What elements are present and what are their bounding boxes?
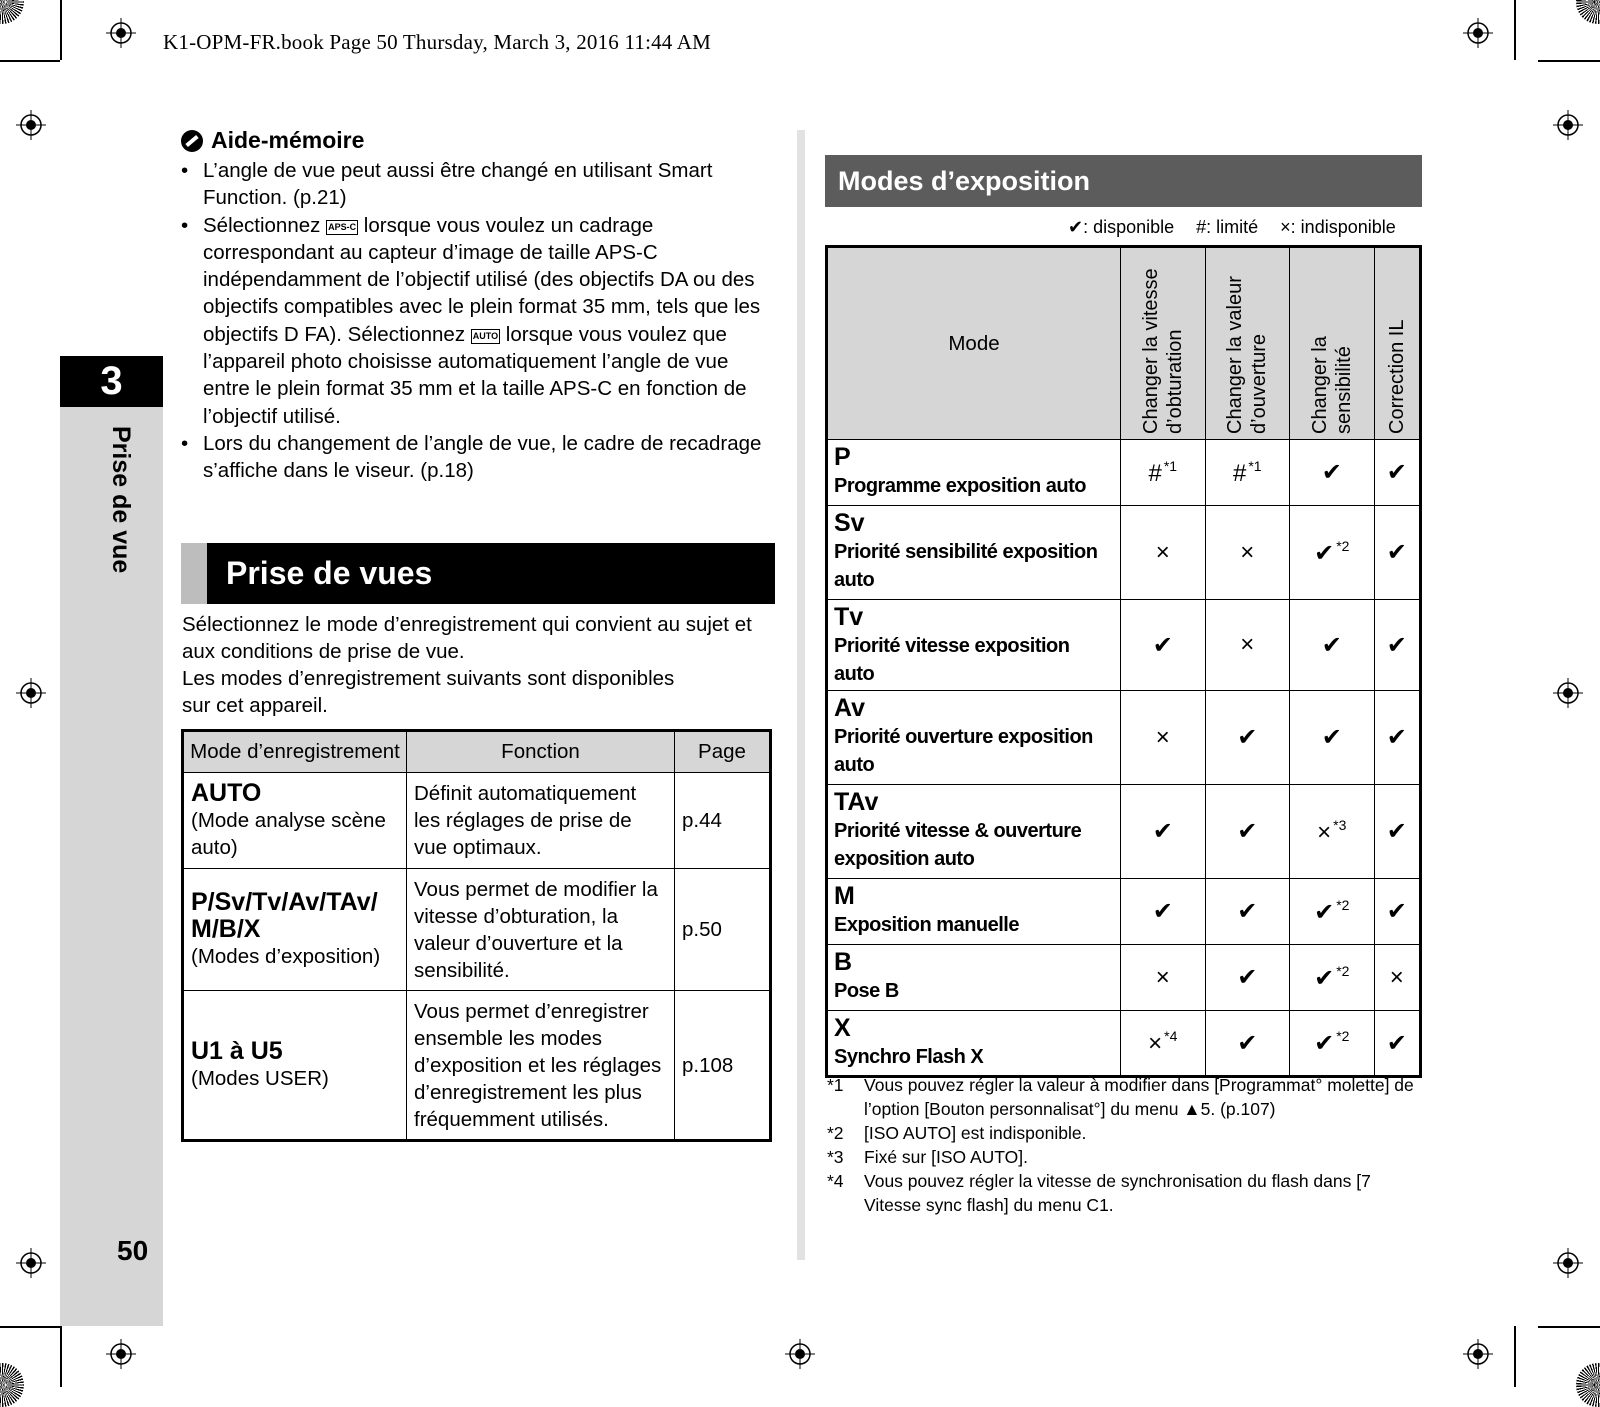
availability-cell: [1121, 879, 1206, 945]
column-divider: [797, 130, 805, 1260]
mode-cell: [183, 991, 407, 1141]
function-cell: Vous permet de modifier la vitesse d’obturation, la valeur d’ouverture et la sensibilité.: [407, 869, 675, 991]
exposure-modes-table: [825, 245, 1422, 1078]
availability-cell: [1205, 691, 1290, 785]
section-title-shooting: Prise de vues: [226, 555, 433, 591]
crop-mark: [0, 1326, 60, 1328]
mode-cell: [827, 879, 1121, 945]
auto-crop-icon: AUTO: [471, 329, 500, 344]
starburst-mark: [0, 0, 24, 24]
mode-symbol: AUTO: [191, 779, 262, 807]
table-header: Mode: [827, 247, 1121, 440]
memo-heading: [181, 127, 364, 154]
print-info-header: K1-OPM-FR.book Page 50 Thursday, March 3, 2016 11:44 AM: [163, 30, 712, 54]
memo-bullet: • L’angle de vue peut aussi être changé en utilisant Smart Function. (p.21): [178, 157, 778, 212]
mode-cell: [827, 1011, 1121, 1077]
availability-mark: ×: [1240, 538, 1255, 566]
table-row: [827, 1011, 1421, 1077]
availability-cell: [1205, 1011, 1290, 1077]
mode-name: Priorité vitesse & ouverture exposition auto: [834, 820, 1082, 870]
availability-mark: ✔: [1237, 724, 1258, 751]
availability-cell: [1205, 879, 1290, 945]
mode-name: Priorité vitesse exposition auto: [834, 635, 1070, 685]
availability-mark: ✔: [1386, 724, 1407, 751]
availability-cell: [1290, 785, 1375, 879]
availability-mark: ✔: [1386, 1029, 1407, 1057]
availability-mark: ✔: [1152, 818, 1173, 845]
mode-cell: [827, 600, 1121, 691]
crop-mark: [1514, 1326, 1516, 1387]
availability-cell: [1121, 691, 1206, 785]
table-row: [183, 991, 771, 1141]
availability-cell: [1374, 440, 1420, 506]
availability-cell: [1374, 945, 1420, 1011]
availability-cell: [1374, 506, 1420, 600]
memo-bullet: • Sélectionnez APS-C lorsque vous voulez un cadrage correspondant au capteur d’image de taille APS-C indépendamment de l’objectif utilisé (des objectifs DA ou des objectifs compatibles avec le plein format 35 mm, tels que les objectifs D FA). Sélectionnez AUTO lorsque vous voulez que l’appareil photo choisisse automatiquement l’angle de vue entre le plein format 35 mm et la taille APS-C en fonction de l’objectif utilisé.: [178, 212, 778, 430]
memo-bullet-list: [178, 157, 778, 485]
mode-cell: [183, 773, 407, 869]
starburst-mark: [0, 1363, 24, 1407]
registration-mark: [106, 1339, 136, 1369]
legend-available: ✔: disponible: [1068, 217, 1175, 237]
availability-mark: ✔: [1386, 818, 1407, 845]
section-title-exposure: Modes d’exposition: [825, 155, 1422, 207]
availability-mark: ✔: [1237, 818, 1258, 845]
registration-mark: [1553, 1248, 1583, 1278]
table-header-row: [183, 731, 771, 773]
function-cell: Définit automatiquement les réglages de prise de vue optimaux.: [407, 773, 675, 869]
mode-symbol: Av: [834, 694, 866, 722]
footnote-number: *1: [827, 1075, 844, 1095]
footnote-text: Vous pouvez régler la valeur à modifier dans [Programmat° molette] de l’option [Bouton personnalisat°] du menu ▲5. (p.107): [864, 1075, 1414, 1119]
availability-mark: ×: [1155, 723, 1170, 751]
availability-mark: ×: [1148, 1030, 1163, 1057]
legend-unavailable: ×: indisponible: [1280, 217, 1396, 237]
mode-name: Programme exposition auto: [834, 475, 1086, 497]
registration-mark: [1553, 110, 1583, 140]
legend-limited: #: limité: [1196, 217, 1259, 237]
footnote: [827, 1145, 1427, 1169]
mode-symbol: P: [834, 443, 851, 471]
section-intro: [182, 611, 782, 719]
starburst-mark: [1576, 1363, 1600, 1407]
availability-mark: ✔: [1237, 1029, 1258, 1057]
registration-mark: [16, 678, 46, 708]
registration-mark: [16, 110, 46, 140]
mode-name: Exposition manuelle: [834, 914, 1019, 936]
footnote-ref: *2: [1336, 537, 1350, 554]
availability-cell: [1121, 600, 1206, 691]
table-row: [183, 773, 771, 869]
availability-cell: [1205, 945, 1290, 1011]
footnotes: [827, 1073, 1427, 1217]
mode-name: Priorité sensibilité exposition auto: [834, 541, 1098, 591]
availability-cell: [1121, 1011, 1206, 1077]
table-header: Fonction: [407, 731, 675, 773]
mode-symbol: U1 à U5: [191, 1037, 283, 1065]
mode-cell: [827, 785, 1121, 879]
availability-cell: [1205, 785, 1290, 879]
availability-mark: ✔: [1152, 631, 1173, 659]
mode-cell: [183, 869, 407, 991]
intro-paragraph: Sélectionnez le mode d’enregistrement qui convient au sujet et aux conditions de prise de vue.: [182, 613, 752, 663]
registration-mark: [106, 18, 136, 48]
header-label: Correction IL: [1385, 319, 1408, 434]
footnote-text: Fixé sur [ISO AUTO].: [864, 1147, 1029, 1167]
footnote-ref: *3: [1333, 816, 1347, 833]
mode-symbol: X: [834, 1014, 851, 1042]
availability-mark: ✔: [1237, 964, 1258, 991]
table-row: [827, 506, 1421, 600]
availability-cell: [1205, 600, 1290, 691]
availability-cell: [1121, 440, 1206, 506]
registration-mark: [16, 1248, 46, 1278]
footnote-number: *3: [827, 1147, 844, 1167]
footnote-text: [ISO AUTO] est indisponible.: [864, 1123, 1087, 1143]
availability-mark: ✔: [1314, 539, 1335, 567]
crop-mark: [1538, 60, 1600, 62]
mode-name: Priorité ouverture exposition auto: [834, 726, 1093, 776]
table-row: [183, 869, 771, 991]
availability-mark: ×: [1317, 818, 1332, 846]
page-ref-cell: p.108: [675, 991, 771, 1141]
availability-cell: [1374, 1011, 1420, 1077]
availability-cell: [1205, 440, 1290, 506]
availability-mark: ×: [1155, 538, 1170, 566]
availability-cell: [1374, 879, 1420, 945]
registration-mark: [1463, 1339, 1493, 1369]
intro-paragraph: Les modes d’enregistrement suivants sont disponibles sur cet appareil.: [182, 667, 675, 717]
availability-cell: [1290, 506, 1375, 600]
mode-cell: [827, 440, 1121, 506]
availability-mark: ✔: [1321, 724, 1342, 751]
table-header-row: [827, 247, 1421, 440]
availability-mark: ✔: [1386, 539, 1407, 566]
availability-cell: [1290, 691, 1375, 785]
footnote-ref: *2: [1336, 1028, 1350, 1044]
crop-mark: [60, 0, 62, 60]
availability-mark: ✔: [1321, 459, 1342, 486]
mode-cell: [827, 691, 1121, 785]
mode-cell: [827, 945, 1121, 1011]
memo-pencil-icon: [181, 130, 203, 152]
availability-cell: [1290, 1011, 1375, 1077]
mode-symbol: B: [834, 948, 853, 976]
availability-cell: [1290, 945, 1375, 1011]
availability-mark: #: [1232, 459, 1247, 487]
crop-mark: [1514, 0, 1516, 60]
footnote-number: *4: [827, 1171, 844, 1191]
availability-mark: ✔: [1314, 1030, 1335, 1057]
table-header: [1290, 247, 1375, 440]
table-header: [1205, 247, 1290, 440]
table-row: [827, 879, 1421, 945]
availability-cell: [1290, 440, 1375, 506]
memo-title: Aide-mémoire: [211, 127, 365, 153]
registration-mark: [785, 1339, 815, 1369]
availability-mark: ✔: [1314, 964, 1335, 992]
availability-mark: ✔: [1386, 631, 1407, 659]
page-ref-cell: p.44: [675, 773, 771, 869]
mode-cell: [827, 506, 1121, 600]
availability-mark: ×: [1389, 963, 1404, 991]
table-header: Page: [675, 731, 771, 773]
function-cell: Vous permet d’enregistrer ensemble les modes d’exposition et les réglages d’enregistrement les plus fréquemment utilisés.: [407, 991, 675, 1141]
mode-symbol: M: [834, 882, 855, 910]
availability-cell: [1374, 785, 1420, 879]
availability-mark: ×: [1155, 963, 1170, 991]
starburst-mark: [1576, 0, 1600, 24]
availability-mark: ×: [1240, 631, 1255, 658]
header-label: Changer la sensibilité: [1308, 335, 1355, 434]
mode-symbol: TAv: [834, 788, 879, 816]
availability-mark: ✔: [1386, 459, 1407, 486]
header-label: Changer la valeur d’ouverture: [1224, 275, 1271, 434]
mode-name: Pose B: [834, 980, 899, 1002]
crop-mark: [0, 60, 60, 62]
availability-cell: [1290, 879, 1375, 945]
table-header: [1374, 247, 1420, 440]
availability-mark: ✔: [1314, 898, 1335, 926]
footnote-number: *2: [827, 1123, 844, 1143]
legend: [1068, 217, 1396, 238]
mode-desc: (Modes USER): [191, 1067, 329, 1090]
table-header: [1121, 247, 1206, 440]
page-ref-cell: p.50: [675, 869, 771, 991]
availability-cell: [1205, 506, 1290, 600]
availability-cell: [1121, 945, 1206, 1011]
table-row: [827, 600, 1421, 691]
footnote: [827, 1169, 1427, 1217]
chapter-title: Prise de vue: [107, 426, 135, 574]
footnote-ref: *4: [1164, 1028, 1178, 1044]
table-row: [827, 945, 1421, 1011]
table-row: [827, 440, 1421, 506]
registration-mark: [1553, 678, 1583, 708]
memo-bullet: • Lors du changement de l’angle de vue, le cadre de recadrage s’affiche dans le viseur. (p.18): [178, 430, 778, 485]
table-row: [827, 785, 1421, 879]
availability-cell: [1290, 600, 1375, 691]
footnote: [827, 1073, 1427, 1121]
page-number: 50: [117, 1235, 149, 1266]
mode-desc: (Modes d’exposition): [191, 945, 381, 968]
section-bar-accent: [181, 543, 207, 604]
footnote-ref: *2: [1336, 896, 1350, 913]
availability-cell: [1374, 691, 1420, 785]
apsc-crop-icon: APS-C: [326, 220, 358, 235]
footnote-ref: *2: [1336, 962, 1350, 979]
availability-mark: ✔: [1321, 631, 1342, 659]
recording-modes-table: [181, 729, 772, 1142]
availability-cell: [1121, 506, 1206, 600]
availability-mark: ✔: [1152, 898, 1173, 925]
footnote-ref: *1: [1248, 457, 1262, 474]
availability-cell: [1374, 600, 1420, 691]
mode-name: Synchro Flash X: [834, 1046, 984, 1068]
mode-symbol: P/Sv/Tv/Av/TAv/ M/B/X: [191, 888, 378, 943]
availability-mark: ✔: [1386, 898, 1407, 925]
table-row: [827, 691, 1421, 785]
mode-symbol: Sv: [834, 509, 865, 537]
footnote: [827, 1121, 1427, 1145]
header-label: Changer la vitesse d’obturation: [1139, 267, 1186, 434]
footnote-text: Vous pouvez régler la vitesse de synchronisation du flash dans [7 Vitesse sync flash] du menu C1.: [864, 1171, 1371, 1215]
crop-mark: [60, 1326, 62, 1387]
registration-mark: [1463, 18, 1493, 48]
availability-mark: #: [1148, 459, 1162, 487]
table-header: Mode d’enregistrement: [183, 731, 407, 773]
crop-mark: [1538, 1326, 1600, 1328]
availability-mark: ✔: [1237, 898, 1258, 925]
availability-cell: [1121, 785, 1206, 879]
chapter-number: 3: [60, 356, 163, 407]
mode-symbol: Tv: [834, 603, 864, 631]
mode-desc: (Mode analyse scène auto): [191, 809, 386, 859]
footnote-ref: *1: [1163, 457, 1178, 474]
